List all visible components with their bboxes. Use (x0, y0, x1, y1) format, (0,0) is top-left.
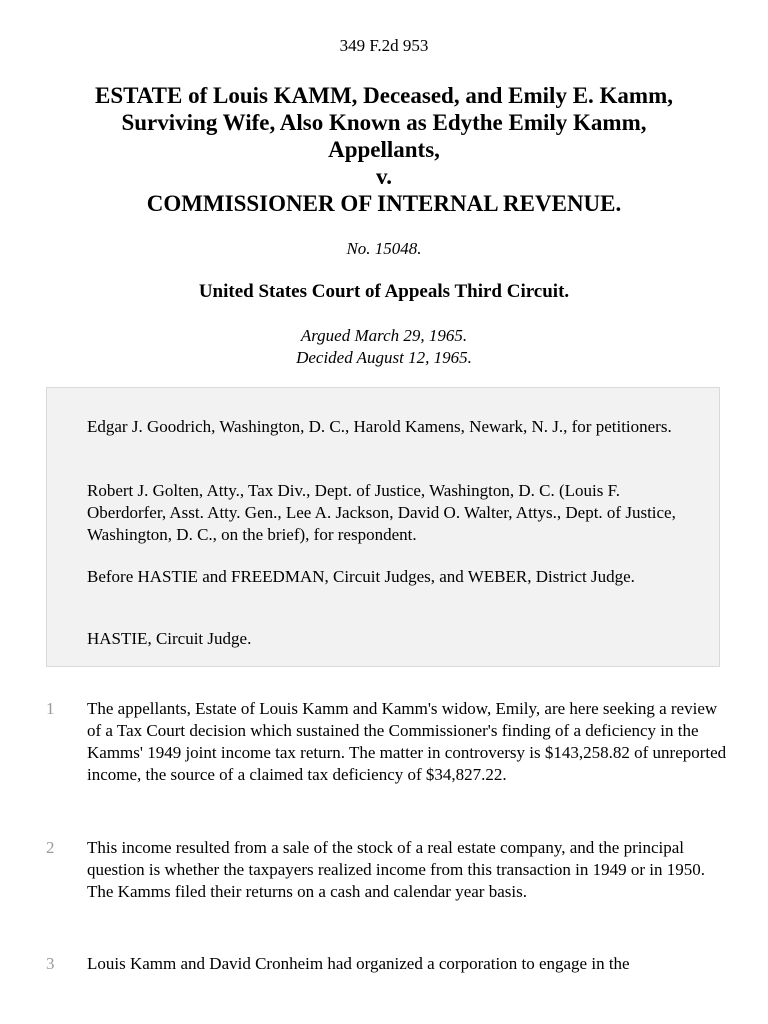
paragraph-number: 1 (46, 699, 55, 718)
decided-date: Decided August 12, 1965. (296, 348, 472, 367)
case-title-line: Surviving Wife, Also Known as Edythe Emily Kamm, (121, 110, 647, 135)
opinion-author: HASTIE, Circuit Judge. (87, 629, 252, 648)
panel-judges: Before HASTIE and FREEDMAN, Circuit Judges, and WEBER, District Judge. (87, 567, 635, 586)
case-dates (0, 325, 768, 369)
case-title-line: COMMISSIONER OF INTERNAL REVENUE. (146, 191, 622, 216)
paragraph-text: The appellants, Estate of Louis Kamm and Kamm's widow, Emily, are here seeking a review of a Tax Court decision which sustained the Commissioner's finding of a deficiency in the Kamms' 1949 joint income tax return. The matter in controversy is $143,258.82 of unreported income, the source of a claimed tax deficiency of $34,827.22. (87, 699, 727, 784)
case-title (0, 82, 768, 217)
counsel-petitioners: Edgar J. Goodrich, Washington, D. C., Harold Kamens, Newark, N. J., for petitioners. (87, 417, 672, 436)
court-name: United States Court of Appeals Third Circuit. (198, 281, 570, 302)
case-title-line: ESTATE of Louis KAMM, Deceased, and Emily E. Kamm, (95, 83, 673, 108)
paragraph-number: 2 (46, 838, 55, 857)
paragraph-number: 3 (46, 954, 55, 973)
case-citation: 349 F.2d 953 (339, 36, 429, 55)
paragraph-text: This income resulted from a sale of the stock of a real estate company, and the principal question is whether the taxpayers realized income from this transaction in 1949 or in 1950. The Kamms filed their returns on a cash and calendar year basis. (87, 838, 705, 901)
case-title-line: v. (376, 164, 392, 189)
counsel-box (46, 387, 720, 667)
argued-date: Argued March 29, 1965. (300, 326, 468, 345)
paragraph-text: Louis Kamm and David Cronheim had organized a corporation to engage in the (87, 954, 630, 973)
counsel-respondent: Robert J. Golten, Atty., Tax Div., Dept. of Justice, Washington, D. C. (Louis F. Oberdorfer, Asst. Atty. Gen., Lee A. Jackson, David O. Walter, Attys., Dept. of Justice, Washington, D. C., on the brief), for respondent. (87, 481, 676, 544)
docket-number: No. 15048. (346, 239, 422, 258)
case-title-line: Appellants, (328, 137, 440, 162)
